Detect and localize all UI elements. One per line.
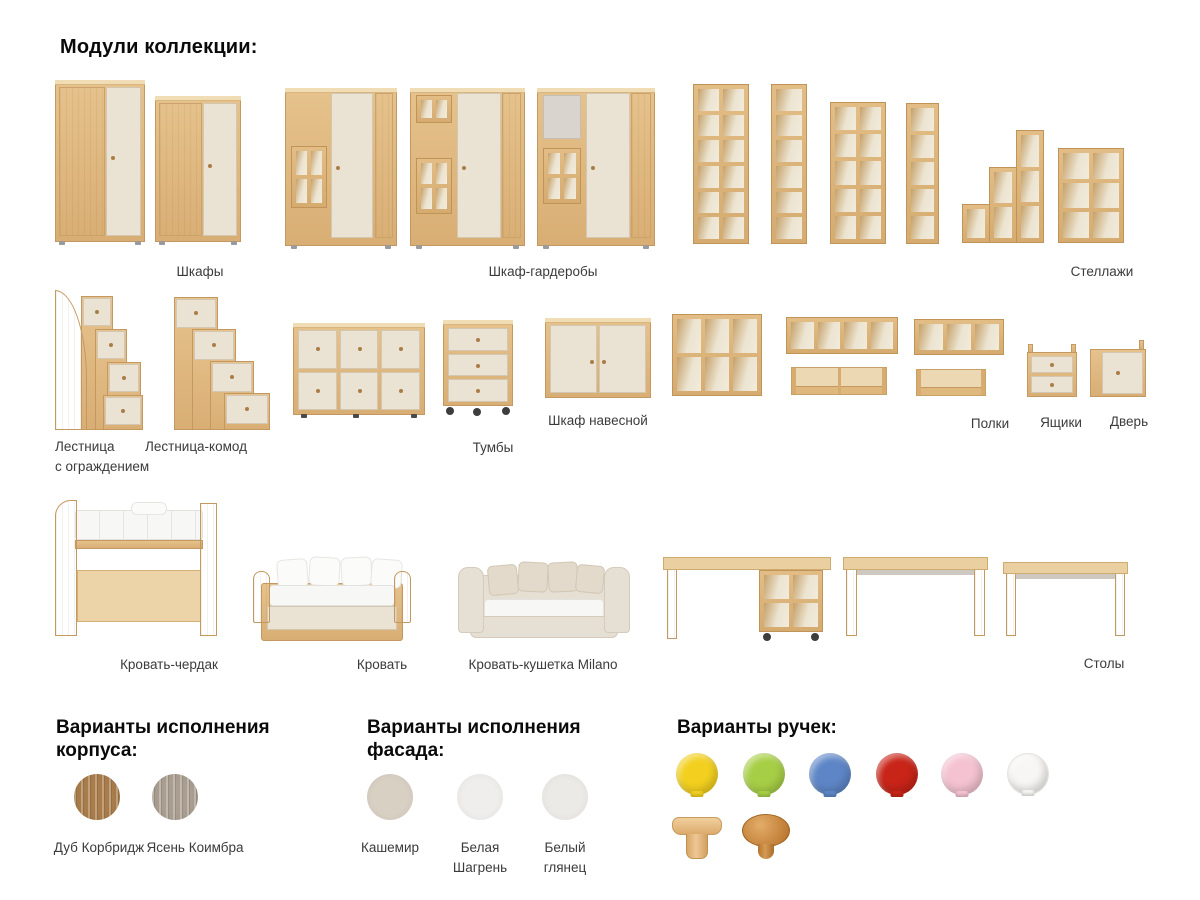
module-wardrobe-closet-3 [537,88,655,246]
module-open-shelf-long [791,367,887,395]
module-ladder-with-railing [55,290,143,430]
label-wardrobes: Шкафы [176,264,224,279]
module-wardrobe-2 [155,96,241,242]
label-bed-couch: Кровать-кушетка Milano [468,657,618,672]
handle-blue-knob[interactable] [809,753,851,795]
handle-white-knob[interactable] [1007,753,1049,795]
module-wardrobe-closet-1 [285,88,397,246]
handle-beech-flat-knob[interactable] [672,817,722,859]
corpus-swatch-ash-coimbra[interactable] [152,774,198,820]
module-bed-couch-milano [458,543,630,641]
module-shelf-1x6 [771,84,807,244]
module-shelf-2x5 [830,102,886,244]
page-title: Модули коллекции: [60,36,258,58]
handle-yellow-knob[interactable] [676,753,718,795]
facade-swatch-white-shagreen[interactable] [457,774,503,820]
module-shelf-staircase [962,130,1044,243]
handle-oak-round-knob[interactable] [742,814,790,860]
label-wall-cabinet: Шкаф навесной [548,413,648,428]
label-bed: Кровать [356,657,408,672]
handle-red-knob[interactable] [876,753,918,795]
label-pedestals: Тумбы [472,440,514,455]
module-desk-small [1003,558,1128,636]
facade-swatch-white-gloss[interactable] [542,774,588,820]
corpus-swatch-label-2: Ясень Коимбра [146,840,244,855]
module-ladder-chest [170,297,270,430]
label-drawers: Ящики [1040,415,1082,430]
handles-options-heading: Варианты ручек: [677,717,837,738]
corpus-swatch-oak-corbridge[interactable] [74,774,120,820]
label-door: Дверь [1109,414,1149,429]
facade-swatch-label-1: Кашемир [360,840,420,855]
module-door-insert [1090,349,1146,397]
module-loft-bed [55,500,217,636]
module-dresser [293,323,425,415]
label-ladder-railing: Лестница с ограждением [55,439,150,474]
module-wardrobe-closet-2 [410,88,525,246]
handle-green-knob[interactable] [743,753,785,795]
handle-pink-knob[interactable] [941,753,983,795]
module-mobile-pedestal [443,320,513,416]
label-loft-bed: Кровать-чердак [120,657,218,672]
corpus-options-heading: Варианты исполнения корпуса: [56,717,270,761]
module-bed [253,547,411,641]
module-open-shelf-short [916,369,986,396]
module-shelf-unit-1x4 [786,317,898,354]
label-wardrobe-closets: Шкаф-гардеробы [488,264,598,279]
module-shelf-unit-1x3 [914,319,1004,355]
module-shelf-unit-2x3 [672,314,762,396]
facade-swatch-cashmere[interactable] [367,774,413,820]
label-shelving: Стеллажи [1070,264,1134,279]
module-desk-with-storage [663,553,831,641]
label-desks: Столы [1083,656,1125,671]
label-ladder-chest: Лестница-комод [145,439,247,454]
facade-swatch-label-3: Белый глянец [543,840,587,875]
module-shelf-1x5 [906,103,939,244]
label-shelves: Полки [970,416,1010,431]
module-shelf-2x6 [693,84,749,244]
module-wall-cabinet [545,318,651,398]
module-wardrobe-1 [55,80,145,242]
facade-options-heading: Варианты исполнения фасада: [367,717,581,761]
module-drawer-insert [1027,352,1077,397]
corpus-swatch-label-1: Дуб Корбридж [53,840,145,855]
module-desk-large [843,553,988,636]
module-shelf-2x3 [1058,148,1124,243]
facade-swatch-label-2: Белая Шагрень [452,840,508,875]
